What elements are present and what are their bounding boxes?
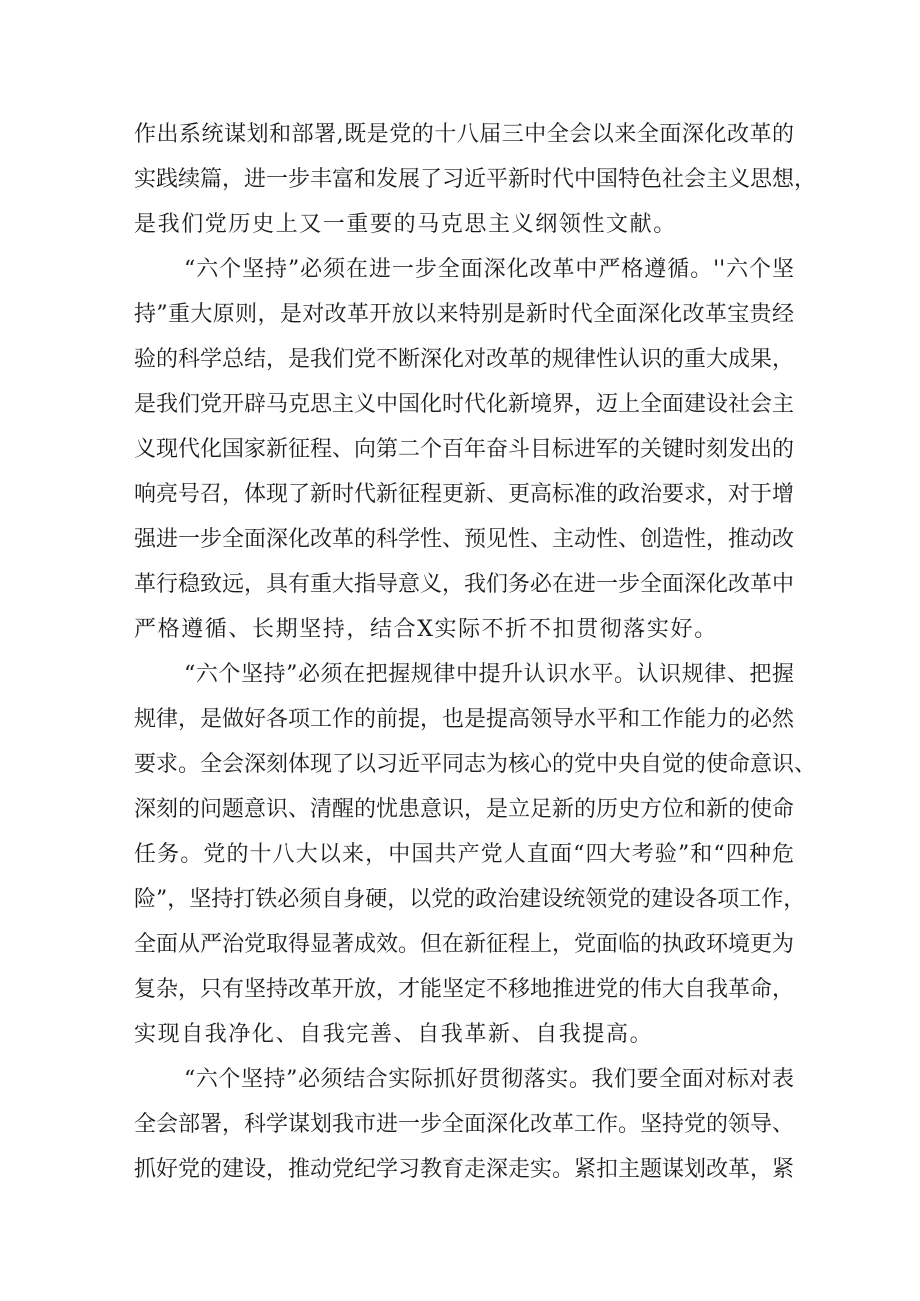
text-line: 作出系统谋划和部署,既是党的十八届三中全会以来全面深化改革的 xyxy=(134,122,794,147)
text-line: 验的科学总结，是我们党不断深化对改革的规律性认识的重大成果， xyxy=(134,347,795,372)
text-line: “六个坚持”必须结合实际抓好贯彻落实。我们要全面对标对表 xyxy=(184,1067,794,1092)
text-line: 全面从严治党取得显著成效。但在新征程上，党面临的执政环境更为 xyxy=(134,932,795,957)
text-line: 复杂，只有坚持改革开放，才能坚定不移地推进党的伟大自我革命， xyxy=(134,977,795,1002)
text-line: 深刻的问题意识、清醒的忧患意识，是立足新的历史方位和新的使命 xyxy=(134,797,795,822)
text-line: 义现代化国家新征程、向第二个百年奋斗目标进军的关键时刻发出的 xyxy=(134,437,795,462)
paragraph-3 xyxy=(134,652,817,1057)
text-line: 是我们党开辟马克思主义中国化时代化新境界，迈上全面建设社会主 xyxy=(134,392,795,417)
text-line: 是我们党历史上又一重要的马克思主义纲领性文献。 xyxy=(134,212,677,237)
text-line: 任务。党的十八大以来，中国共产党人直面“四大考验”和“四种危 xyxy=(134,842,794,867)
text-line: 全会部署，科学谋划我市进一步全面深化改革工作。坚持党的领导、 xyxy=(134,1112,795,1137)
text-line: 响亮号召，体现了新时代新征程更新、更高标准的政治要求，对于增 xyxy=(134,482,795,507)
text-line: 险”，坚持打铁必须自身硬，以党的政治建设统领党的建设各项工作， xyxy=(134,887,806,912)
text-line: 持”重大原则，是对改革开放以来特别是新时代全面深化改革宝贵经 xyxy=(134,302,794,327)
text-line: 严格遵循、长期坚持，结合X实际不折不扣贯彻落实好。 xyxy=(134,617,718,642)
paragraph-4 xyxy=(134,1057,794,1192)
text-line: 要求。全会深刻体现了以习近平同志为核心的党中央自觉的使命意识、 xyxy=(134,752,817,777)
text-line: 抓好党的建设，推动党纪学习教育走深走实。紧扣主题谋划改革，紧 xyxy=(134,1157,795,1182)
document-body xyxy=(134,112,817,1192)
text-line: 革行稳致远，具有重大指导意义，我们务必在进一步全面深化改革中 xyxy=(134,572,795,597)
paragraph-1 xyxy=(134,112,817,247)
text-line: “六个坚持”必须在把握规律中提升认识水平。认识规律、把握 xyxy=(184,662,794,687)
text-line: 规律，是做好各项工作的前提，也是提高领导水平和工作能力的必然 xyxy=(134,707,795,732)
paragraph-2 xyxy=(134,247,794,652)
text-line: 实现自我净化、自我完善、自我革新、自我提高。 xyxy=(134,1022,654,1047)
text-line: 实践续篇，进一步丰富和发展了习近平新时代中国特色社会主义思想， xyxy=(134,167,817,192)
text-line: 强进一步全面深化改革的科学性、预见性、主动性、创造性，推动改 xyxy=(134,527,795,552)
text-line: “六个坚持”必须在进一步全面深化改革中严格遵循。''六个坚 xyxy=(184,257,794,282)
